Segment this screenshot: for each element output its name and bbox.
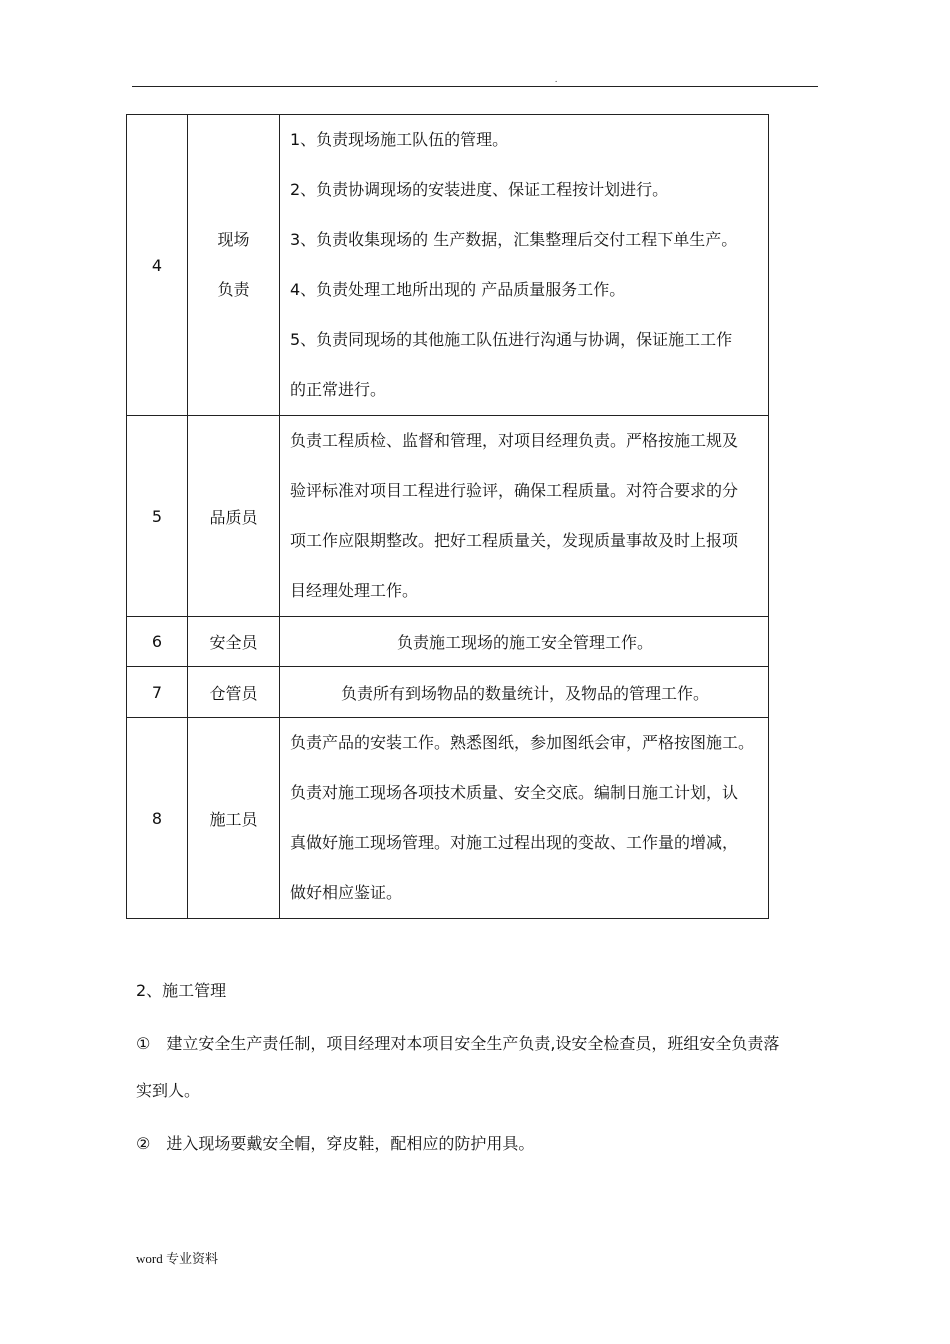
description-cell: 负责施工现场的施工安全管理工作。: [280, 617, 769, 667]
role-line: 现场: [217, 230, 250, 249]
description-line: 验评标准对项目工程进行验评，确保工程质量。对符合要求的分: [290, 481, 739, 500]
description-line: 的正常进行。: [290, 380, 387, 399]
description-cell: [280, 115, 769, 416]
table-row: [127, 617, 769, 667]
row-number: 8: [127, 718, 188, 919]
description-line: 5、负责同现场的其他施工队伍进行沟通与协调，保证施工工作: [290, 330, 733, 349]
description-cell: [280, 718, 769, 919]
description-line: 做好相应鉴证。: [290, 883, 403, 902]
role-cell: 仓管员: [188, 667, 280, 718]
role-line: 负责: [217, 280, 250, 299]
role-cell: 安全员: [188, 617, 280, 667]
row-number: 5: [127, 416, 188, 617]
description-line: 1、负责现场施工队伍的管理。: [290, 130, 509, 149]
table-row: [127, 667, 769, 718]
description-cell: 负责所有到场物品的数量统计，及物品的管理工作。: [280, 667, 769, 718]
role-cell: 施工员: [188, 718, 280, 919]
list-item: ② 进入现场要戴安全帽，穿皮鞋，配相应的防护用具。: [136, 1134, 535, 1153]
table-row: [127, 115, 769, 416]
description-line: 负责工程质检、监督和管理，对项目经理负责。严格按施工规及: [290, 431, 739, 450]
role-cell: 品质员: [188, 416, 280, 617]
description-line: 2、负责协调现场的安装进度、保证工程按计划进行。: [290, 180, 669, 199]
section-heading: 2、施工管理: [136, 981, 227, 1000]
description-line: 4、负责处理工地所出现的 产品质量服务工作。: [290, 280, 626, 299]
description-line: 3、负责收集现场的 生产数据，汇集整理后交付工程下单生产。: [290, 230, 738, 249]
row-number: 7: [127, 667, 188, 718]
table-row: [127, 718, 769, 919]
description-line: 负责产品的安装工作。熟悉图纸，参加图纸会审，严格按图施工。: [290, 733, 755, 752]
footer-text: word 专业资料: [136, 1251, 218, 1266]
description-line: 目经理处理工作。: [290, 581, 419, 600]
header-mark: .: [555, 74, 558, 84]
description-line: 真做好施工现场管理。对施工过程出现的变故、工作量的增减，: [290, 833, 739, 852]
list-item-continuation: 实到人。: [136, 1081, 201, 1100]
list-item: ① 建立安全生产责任制，项目经理对本项目安全生产负责,设安全检查员，班组安全负责落: [136, 1034, 780, 1053]
row-number: 6: [127, 617, 188, 667]
description-cell: [280, 416, 769, 617]
role-cell: [188, 115, 280, 416]
table-row: [127, 416, 769, 617]
row-number: 4: [127, 115, 188, 416]
description-line: 负责对施工现场各项技术质量、安全交底。编制日施工计划，认: [290, 783, 739, 802]
description-line: 项工作应限期整改。把好工程质量关，发现质量事故及时上报项: [290, 531, 739, 550]
duty-table: [126, 114, 769, 919]
header-rule: [132, 86, 818, 87]
